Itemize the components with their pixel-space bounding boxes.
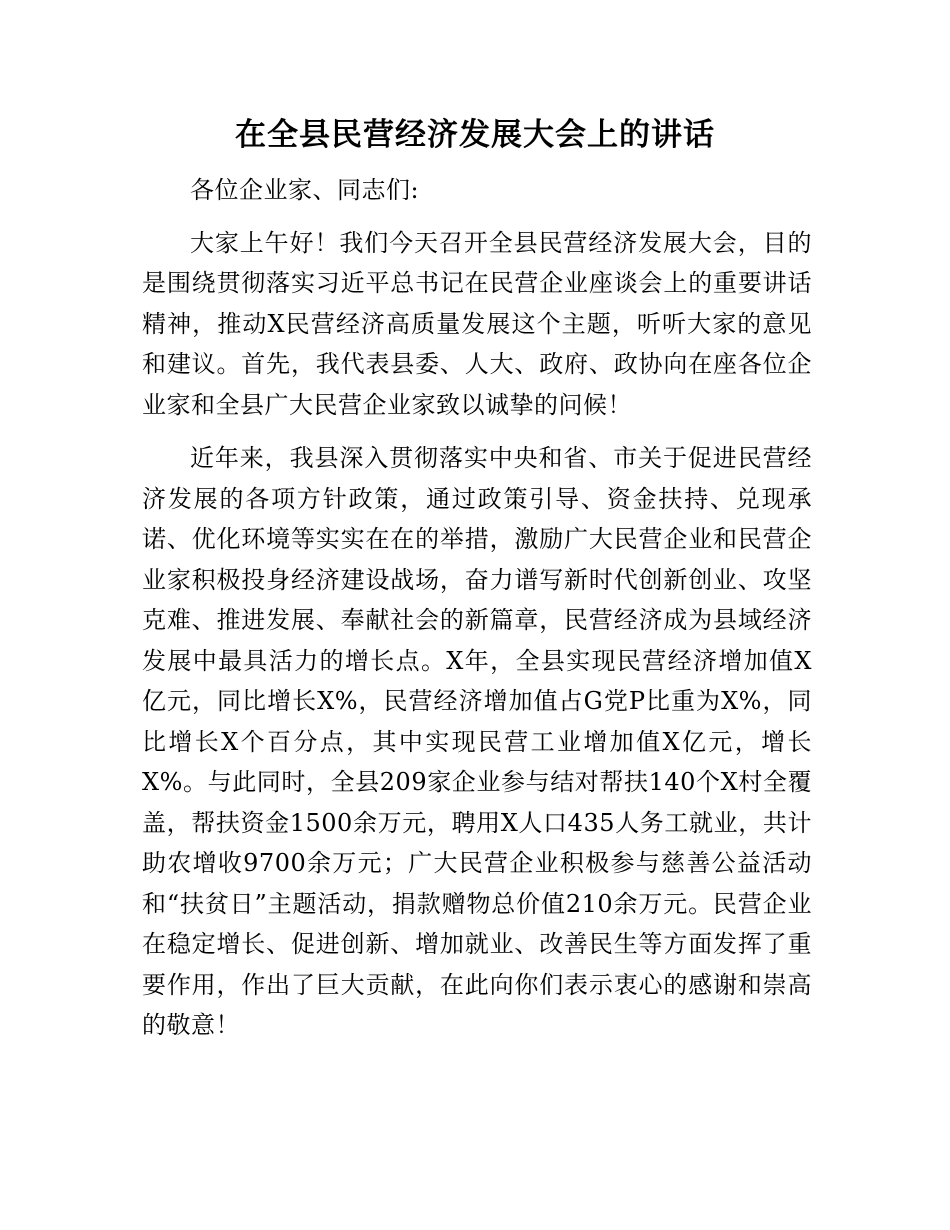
document-body [142,170,812,1046]
paragraph-greeting: 大家上午好！我们今天召开全县民营经济发展大会，目的是围绕贯彻落实习近平总书记在民营企业座谈会上的重要讲话精神，推动X民营经济高质量发展这个主题，听听大家的意见和建议。首先，我代表县委、人大、政府、政协向在座各位企业家和全县广大民营企业家致以诚挚的问候！ [142,228,812,419]
document-title: 在全县民营经济发展大会上的讲话 [235,117,715,153]
paragraph-achievements: 近年来，我县深入贯彻落实中央和省、市关于促进民营经济发展的各项方针政策，通过政策引导、资金扶持、兑现承诺、优化环境等实实在在的举措，激励广大民营企业和民营企业家积极投身经济建设战场，奋力谱写新时代创新创业、攻坚克难、推进发展、奉献社会的新篇章，民营经济成为县域经济发展中最具活力的增长点。X年，全县实现民营经济增加值X亿元，同比增长X%，民营经济增加值占G党P比重为X%，同比增长X个百分点，其中实现民营工业增加值X亿元，增长X%。与此同时，全县209家企业参与结对帮扶140个X村全覆盖，帮扶资金1500余万元，聘用X人口435人务工就业，共计助农增收9700余万元；广大民营企业积极参与慈善公益活动和“扶贫日”主题活动，捐款赠物总价值210余万元。民营企业在稳定增长、促进创新、增加就业、改善民生等方面发挥了重要作用，作出了巨大贡献，在此向你们表示衷心的感谢和崇高的敬意！ [142,444,812,1039]
salutation: 各位企业家、同志们: [190,176,420,204]
